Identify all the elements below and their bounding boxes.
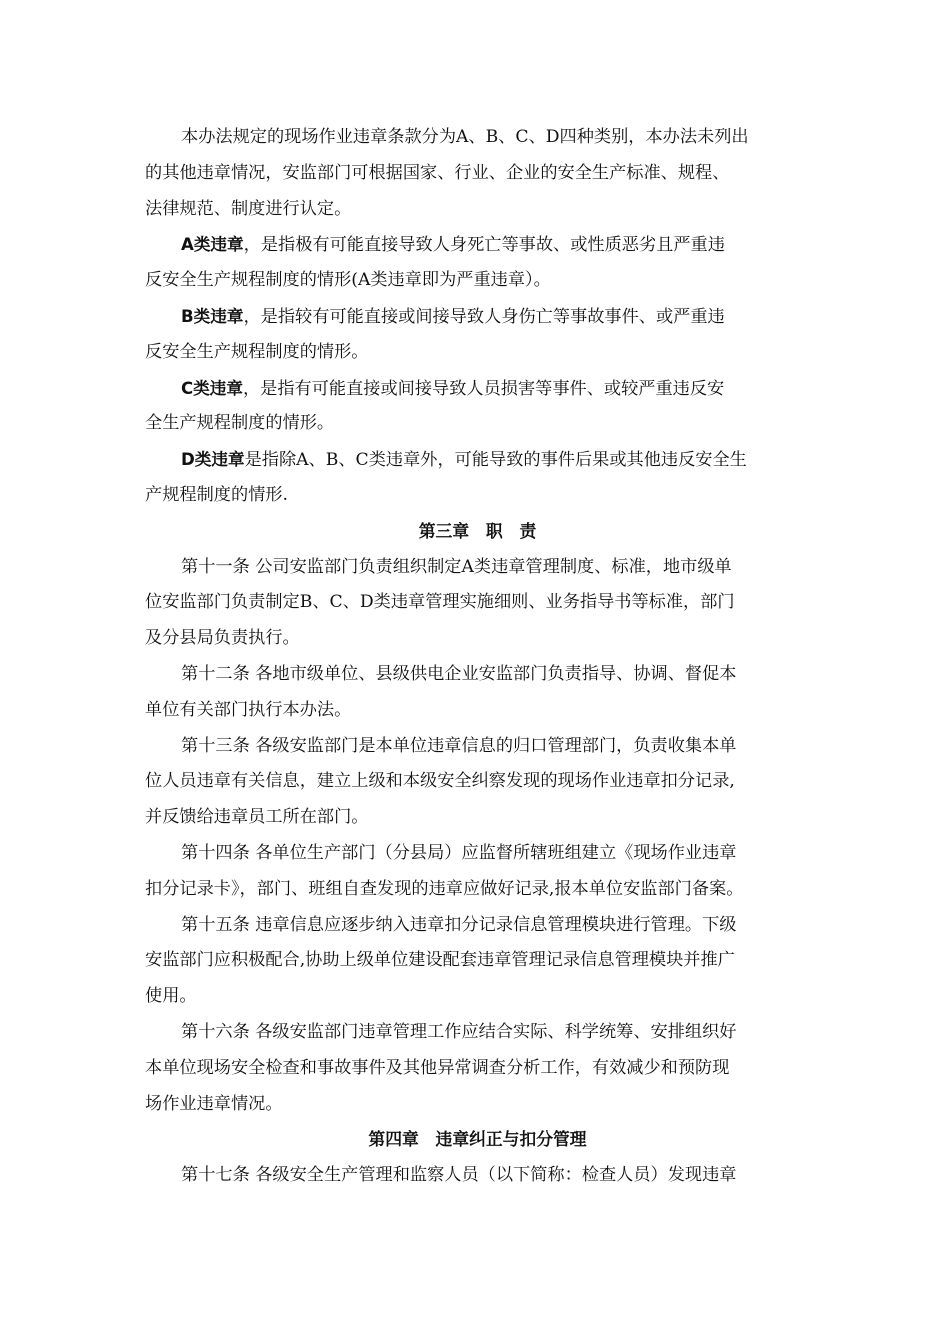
violation-class-b-term: B类违章 — [181, 306, 244, 326]
article-line: 及分县局负责执行。 — [145, 628, 300, 649]
paragraph-line: C类违章，是指有可能直接或间接导致人员损害等事件、或较严重违反安 — [181, 378, 725, 399]
article-line: 扣分记录卡》，部门、班组自查发现的违章应做好记录,报本单位安监部门备案。 — [145, 878, 744, 899]
violation-class-a-term: A类违章 — [181, 235, 244, 255]
article-line: 位安监部门负责制定B、C、D类违章管理实施细则、业务指导书等标准，部门 — [145, 592, 735, 613]
document-page — [145, 120, 810, 1194]
article-line: 第十一条 公司安监部门负责组织制定A类违章管理制度、标准，地市级单 — [181, 556, 732, 577]
article-line: 第十二条 各地市级单位、县级供电企业安监部门负责指导、协调、督促本 — [181, 663, 737, 684]
article-line: 使用。 — [145, 986, 197, 1007]
article-line: 第十三条 各级安监部门是本单位违章信息的归口管理部门，负责收集本单 — [181, 735, 737, 756]
paragraph-line: 产规程制度的情形. — [145, 484, 288, 505]
article-line: 单位有关部门执行本办法。 — [145, 699, 352, 720]
article-line: 并反馈给违章员工所在部门。 — [145, 807, 369, 828]
article-line: 场作业违章情况。 — [145, 1093, 283, 1114]
article-line: 第十四条 各单位生产部门（分县局）应监督所辖班组建立《现场作业违章 — [181, 842, 737, 863]
chapter-heading: 第四章 违章纠正与扣分管理 — [368, 1129, 587, 1150]
article-line: 第十七条 各级安全生产管理和监察人员（以下简称：检查人员）发现违章 — [181, 1165, 737, 1186]
paragraph-line: 本办法规定的现场作业违章条款分为A、B、C、D四种类别，本办法未列出 — [181, 127, 749, 147]
article-line: 第十六条 各级安监部门违章管理工作应结合实际、科学统筹、安排组织好 — [181, 1021, 737, 1042]
article-line: 位人员违章有关信息，建立上级和本级安全纠察发现的现场作业违章扣分记录, — [145, 771, 735, 792]
violation-class-d-term: D类违章 — [181, 450, 245, 470]
paragraph-line: 反安全生产规程制度的情形。 — [145, 341, 369, 362]
paragraph-line: 全生产规程制度的情形。 — [145, 413, 335, 434]
paragraph-line: B类违章，是指较有可能直接或间接导致人身伤亡等事故事件、或严重违 — [181, 306, 725, 327]
article-line: 安监部门应积极配合,协助上级单位建设配套违章管理记录信息管理模块并推广 — [145, 950, 735, 971]
paragraph-line: A类违章，是指极有可能直接导致人身死亡等事故、或性质恶劣且严重违 — [181, 235, 725, 256]
paragraph-line: 法律规范、制度进行认定。 — [145, 198, 352, 219]
paragraph-line: D类违章是指除A、B、C类违章外，可能导致的事件后果或其他违反安全生 — [181, 450, 747, 471]
chapter-heading: 第三章 职 责 — [418, 520, 537, 541]
violation-class-c-term: C类违章 — [181, 378, 243, 398]
article-line: 第十五条 违章信息应逐步纳入违章扣分记录信息管理模块进行管理。下级 — [181, 914, 737, 935]
paragraph-line: 的其他违章情况，安监部门可根据国家、行业、企业的安全生产标准、规程、 — [145, 162, 730, 183]
article-line: 本单位现场安全检查和事故事件及其他异常调查分析工作，有效减少和预防现 — [145, 1057, 730, 1078]
paragraph-line: 反安全生产规程制度的情形(A类违章即为严重违章）。 — [145, 270, 551, 291]
